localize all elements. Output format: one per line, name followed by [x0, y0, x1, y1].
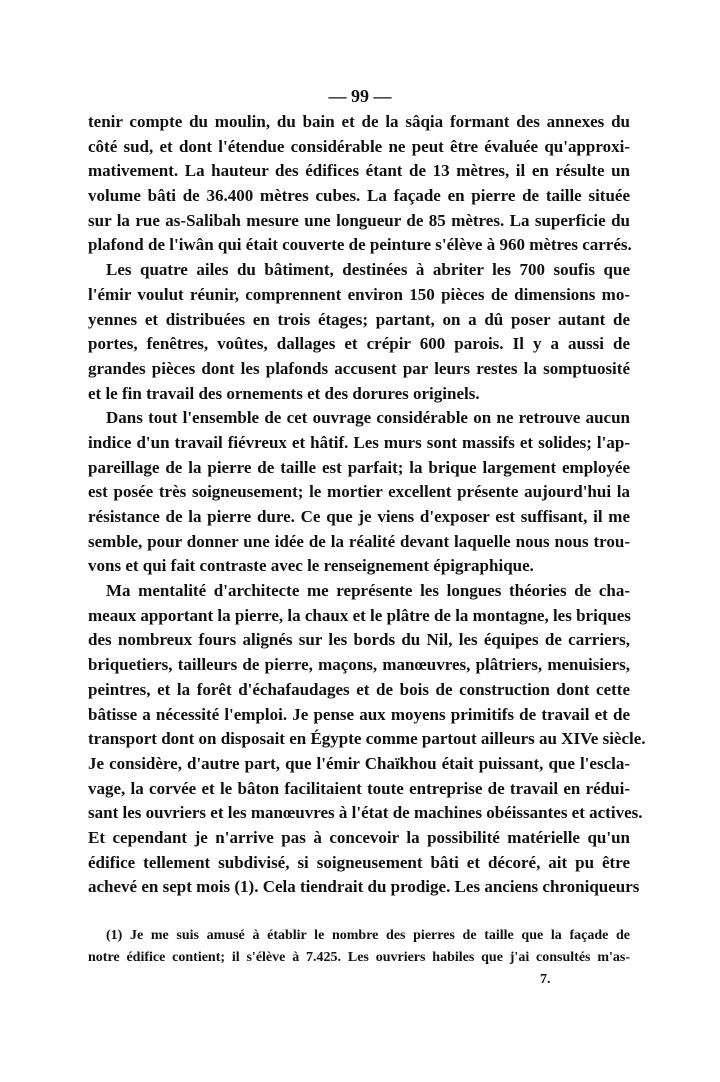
page-number: — 99 — [328, 86, 392, 106]
signature-mark: 7. [540, 972, 551, 987]
text-line: indice d'un travail fiévreux et hâtif. Les murs sont massifs et solides; l'ap- [88, 432, 630, 452]
text-line: plafond de l'iwân qui était couverte de peinture s'élève à 960 mètres carrés. [88, 235, 632, 255]
text-line: pareillage de la pierre de taille est parfait; la brique largement employée [88, 457, 630, 477]
text-line: yennes et distribuées en trois étages; partant, on a dû poser autant de [88, 309, 630, 329]
text-line: mativement. La hauteur des édifices étant de 13 mètres, il en résulte un [88, 161, 630, 181]
paragraph [88, 406, 630, 579]
footnote-line: (1) Je me suis amusé à établir le nombre des pierres de taille que la façade de [106, 928, 630, 943]
text-line: l'émir voulut réunir, comprennent environ 150 pièces de dimensions mo- [88, 284, 630, 304]
text-line: portes, fenêtres, voûtes, dallages et crépir 600 parois. Il y a aussi de [88, 334, 630, 354]
text-line: achevé en sept mois (1). Cela tiendrait du prodige. Les anciens chroniqueurs [88, 877, 640, 897]
text-line: peintres, et la forêt d'échafaudages et de bois de construction dont cette [88, 679, 630, 699]
text-line: tenir compte du moulin, du bain et de la sâqia formant des annexes du [88, 112, 630, 131]
paragraph [88, 110, 630, 258]
text-line: Je considère, d'autre part, que l'émir Chaïkhou était puissant, que l'escla- [88, 753, 630, 773]
text-line: grandes pièces dont les plafonds accusent par leurs restes la somptuosité [88, 358, 630, 378]
text-line: résistance de la pierre dure. Ce que je viens d'exposer est suffisant, il me [88, 507, 630, 526]
text-line: vons et qui fait contraste avec le renseignement épigraphique. [88, 556, 534, 576]
text-line: briquetiers, tailleurs de pierre, maçons, manœuvres, plâtriers, menuisiers, [88, 655, 630, 675]
text-line: et le fin travail des ornements et des dorures originels. [88, 383, 480, 403]
text-line: sur la rue as-Salibah mesure une longueur de 85 mètres. La superficie du [88, 210, 630, 230]
footnote-line: notre édifice contient; il s'élève à 7.425. Les ouvriers habiles que j'ai consultés m'as- [88, 950, 630, 965]
text-line: semble, pour donner une idée de la réalité devant laquelle nous nous trou- [88, 531, 630, 551]
text-line: Ma mentalité d'architecte me représente les longues théories de cha- [106, 581, 630, 601]
paragraph [88, 579, 646, 900]
text-line: Et cependant je n'arrive pas à concevoir la possibilité matérielle qu'un [88, 827, 630, 847]
text-line: vage, la corvée et le bâton facilitaient toute entreprise de travail en rédui- [88, 778, 630, 798]
text-line: sant les ouvriers et les manœuvres à l'état de machines obéissantes et actives. [88, 803, 643, 823]
body-text [88, 110, 646, 900]
text-line: Dans tout l'ensemble de cet ouvrage considérable on ne retrouve aucun [106, 408, 630, 428]
text-line: meaux apportant la pierre, la chaux et le plâtre de la montagne, les briques [88, 605, 631, 625]
text-line: des nombreux fours alignés sur les bords du Nil, les équipes de carriers, [88, 630, 630, 650]
text-line: Les quatre ailes du bâtiment, destinées à abriter les 700 soufis que [106, 260, 630, 280]
paragraph [88, 258, 630, 406]
text-line: transport dont on disposait en Égypte comme partout ailleurs au XIVe siècle. [88, 729, 646, 749]
text-line: côté sud, et dont l'étendue considérable ne peut être évaluée qu'approxi- [88, 136, 630, 156]
text-line: volume bâti de 36.400 mètres cubes. La façade en pierre de taille située [88, 186, 630, 206]
footnote [88, 925, 630, 969]
text-line: édifice tellement subdivisé, si soigneusement bâti et décoré, ait pu être [88, 852, 630, 872]
text-line: bâtisse a nécessité l'emploi. Je pense aux moyens primitifs de travail et de [88, 704, 630, 724]
text-line: est posée très soigneusement; le mortier excellent présente aujourd'hui la [88, 482, 630, 502]
